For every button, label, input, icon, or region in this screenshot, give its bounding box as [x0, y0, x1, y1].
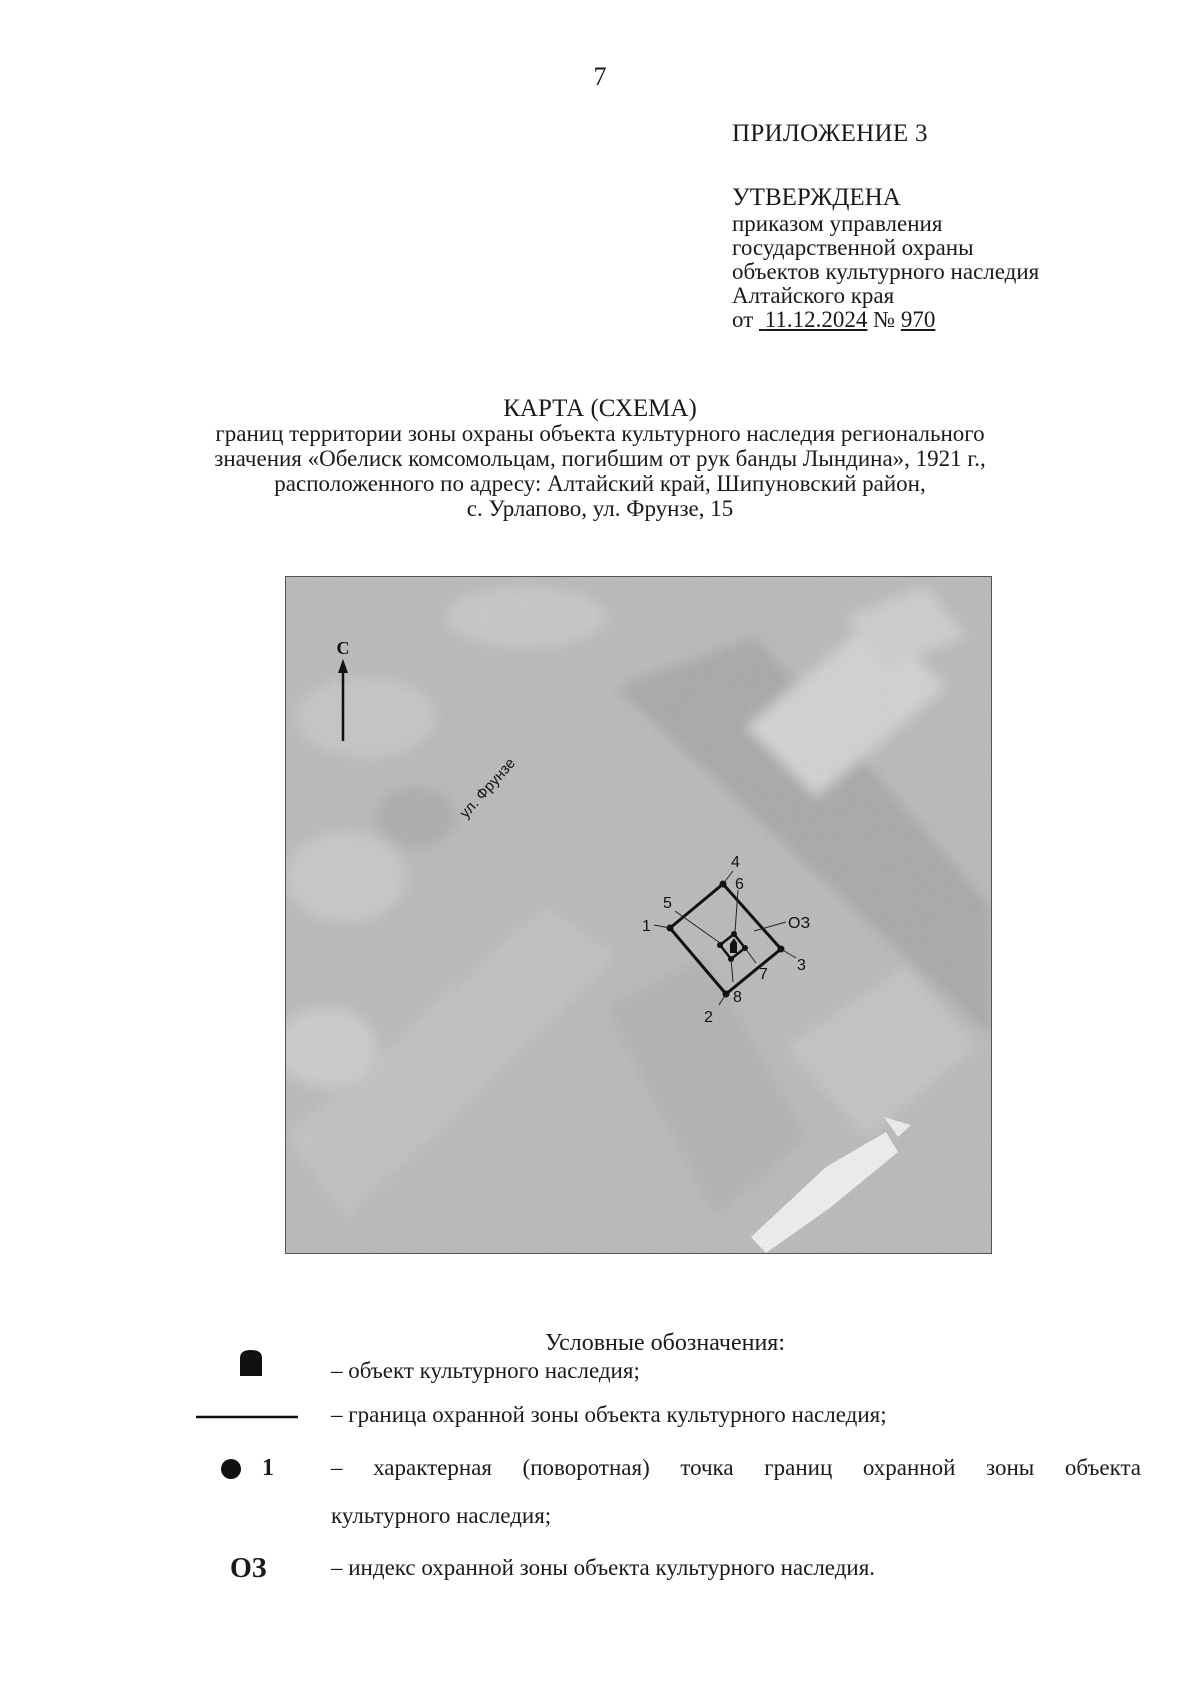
page-number: 7 — [593, 62, 607, 91]
approval-date: 11.12.2024 — [764, 307, 868, 332]
date-prefix: от — [732, 307, 754, 332]
point-label: 6 — [735, 876, 744, 893]
heritage-object-legend-icon — [238, 1348, 264, 1378]
legend-item-point-cont: культурного наследия; — [331, 1503, 552, 1528]
map-grain — [286, 577, 991, 1253]
zone-index-legend-symbol: ОЗ — [230, 1553, 267, 1584]
legend-item-heritage: – объект культурного наследия; — [331, 1358, 640, 1383]
map-scheme — [285, 576, 992, 1254]
point-label: 4 — [731, 854, 740, 871]
point-label: 7 — [759, 966, 768, 983]
street-label: ул. Фрунзе — [456, 754, 519, 822]
approval-block — [732, 186, 1039, 332]
appendix-label: ПРИЛОЖЕНИЕ 3 — [732, 120, 928, 147]
number-sign: № — [873, 307, 896, 332]
point-legend-label: 1 — [262, 1455, 274, 1481]
point-label: 5 — [663, 895, 672, 912]
zone-index-label: ОЗ — [788, 915, 811, 932]
point-legend-icon — [220, 1458, 242, 1480]
title-line: границ территории зоны охраны объекта культурного наследия регионального — [215, 421, 985, 446]
north-label: С — [336, 638, 350, 658]
approval-line: государственной охраны — [732, 235, 974, 260]
approval-date-line — [732, 308, 1039, 332]
point-label: 8 — [733, 989, 742, 1006]
approval-status: УТВЕРЖДЕНА — [732, 184, 901, 211]
legend-item-zone-index: – индекс охранной зоны объекта культурного наследия. — [331, 1555, 876, 1580]
legend-item-boundary: – граница охранной зоны объекта культурного наследия; — [331, 1402, 887, 1427]
boundary-legend-icon — [196, 1414, 298, 1420]
point-label: 1 — [642, 918, 651, 935]
document-title — [150, 396, 1050, 521]
title-line: расположенного по адресу: Алтайский край, Шипуновский район, — [274, 471, 926, 496]
point-label: 3 — [797, 957, 806, 974]
point-label: 2 — [704, 1009, 713, 1026]
approval-line: объектов культурного наследия — [732, 259, 1040, 284]
approval-line: приказом управления — [732, 211, 943, 236]
title-heading: КАРТА (СХЕМА) — [503, 395, 697, 422]
legend-item-point: – характерная (поворотная) точка границ охранной зоны объекта — [331, 1455, 1141, 1480]
legend-title: Условные обозначения: — [544, 1330, 786, 1356]
title-line: значения «Обелиск комсомольцам, погибшим от рук банды Лындина», 1921 г., — [214, 446, 986, 471]
title-line: с. Урлапово, ул. Фрунзе, 15 — [466, 496, 734, 521]
approval-number: 970 — [900, 307, 936, 332]
approval-line: Алтайского края — [732, 283, 895, 308]
